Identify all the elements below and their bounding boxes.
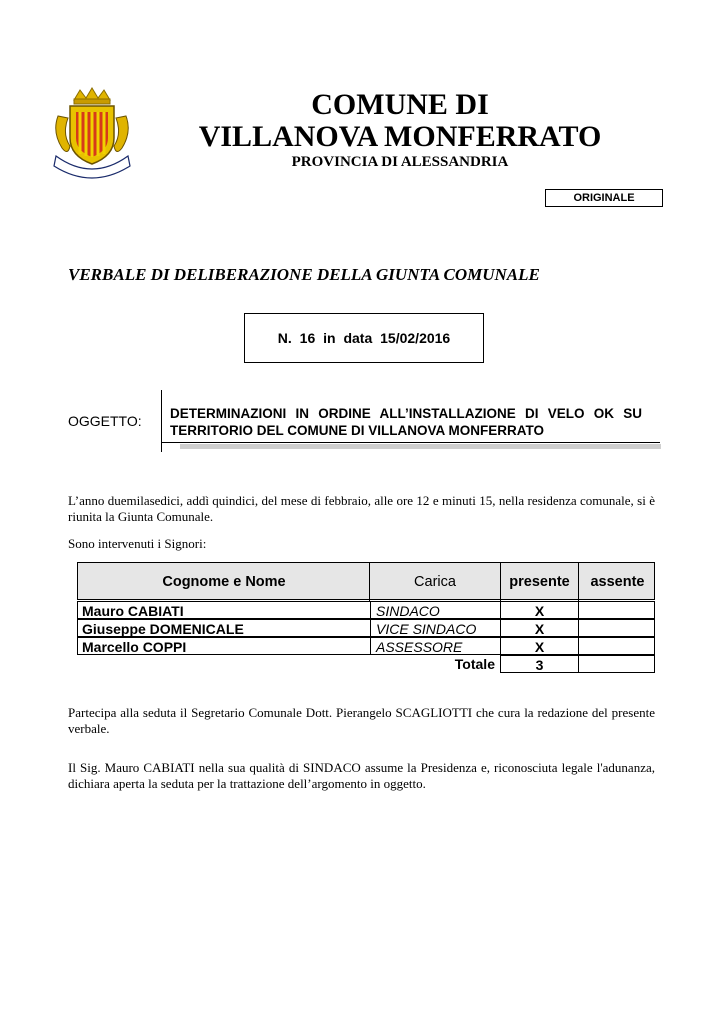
intro-paragraph: L’anno duemilasedici, addì quindici, del mese di febbraio, alle ore 12 e minuti 15, nella residenza comunale, si è riunita la Giunta Comunale. <box>68 493 655 524</box>
deliberation-number-box: N. 16 in data 15/02/2016 <box>244 313 484 363</box>
intervenuti-line: Sono intervenuti i Signori: <box>68 536 207 551</box>
member-presente: X <box>500 619 579 637</box>
member-assente <box>578 619 655 637</box>
member-name: Mauro CABIATI <box>77 601 371 619</box>
member-assente <box>578 601 655 619</box>
member-role: SINDACO <box>370 601 501 619</box>
total-label: Totale <box>454 656 495 672</box>
oggetto-shadow <box>180 444 661 449</box>
member-role: ASSESSORE <box>370 637 501 655</box>
municipality-title: COMUNE DI <box>311 88 489 121</box>
table-row <box>77 619 655 637</box>
total-assente <box>578 655 655 673</box>
presidenza-paragraph: Il Sig. Mauro CABIATI nella sua qualità di SINDACO assume la Presidenza e, riconosciuta legale l'adunanza, dichiara aperta la seduta per la trattazione dell’argomento in oggetto. <box>68 760 655 791</box>
total-value: 3 <box>500 655 579 673</box>
header-nome: Cognome e Nome <box>162 574 286 590</box>
municipal-crest-logo <box>50 86 134 182</box>
oggetto-text: DETERMINAZIONI IN ORDINE ALL’INSTALLAZIONE DI VELO OK SU TERRITORIO DEL COMUNE DI VILLANOVA MONFERRATO <box>170 406 642 438</box>
province-subtitle: PROVINCIA DI ALESSANDRIA <box>291 154 509 170</box>
member-assente <box>578 637 655 655</box>
table-row <box>77 637 655 655</box>
member-presente: X <box>500 601 579 619</box>
table-row <box>77 601 655 619</box>
table-total-row <box>77 655 655 673</box>
originale-badge: ORIGINALE <box>545 189 663 207</box>
header-presente: presente <box>509 574 570 590</box>
segretario-paragraph: Partecipa alla seduta il Segretario Comunale Dott. Pierangelo SCAGLIOTTI che cura la redazione del presente verbale. <box>68 705 655 736</box>
member-name: Giuseppe DOMENICALE <box>77 619 371 637</box>
municipality-name: VILLANOVA MONFERRATO <box>198 120 602 153</box>
header-assente: assente <box>590 574 645 590</box>
document-heading: VERBALE DI DELIBERAZIONE DELLA GIUNTA COMUNALE <box>68 265 540 284</box>
member-presente: X <box>500 637 579 655</box>
oggetto-label: OGGETTO: <box>68 413 142 429</box>
member-role: VICE SINDACO <box>370 619 501 637</box>
oggetto-divider-horizontal <box>161 442 660 443</box>
header-carica: Carica <box>414 574 456 590</box>
table-header <box>77 562 655 600</box>
member-name: Marcello COPPI <box>77 637 371 655</box>
